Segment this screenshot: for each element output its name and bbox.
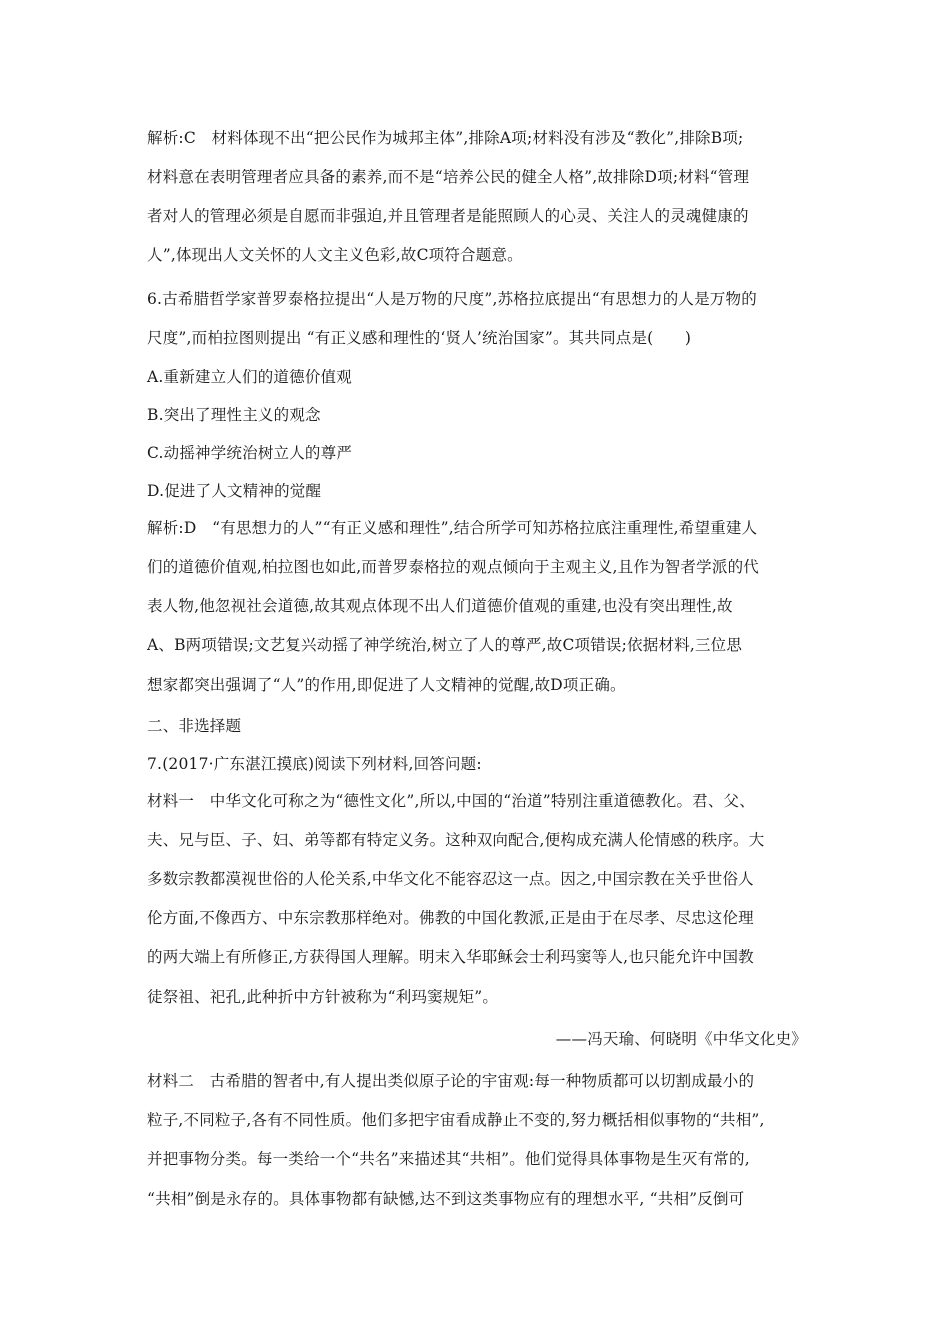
material-1-line-2: 夫、兄与臣、子、妇、弟等都有特定义务。这种双向配合,便构成充满人伦情感的秩序。大 xyxy=(147,831,765,849)
option-c: C.动摇神学统治树立人的尊严 xyxy=(147,444,353,462)
answer-5-analysis-line-2: 材料意在表明管理者应具备的素养,而不是“培养公民的健全人格”,故排除D项;材料“管理 xyxy=(147,168,750,186)
answer-5-analysis-line-3: 者对人的管理必须是自愿而非强迫,并且管理者是能照顾人的心灵、关注人的灵魂健康的 xyxy=(147,207,749,225)
material-1-line-6: 徒祭祖、祀孔,此种折中方针被称为“利玛窦规矩”。 xyxy=(147,988,499,1006)
material-1-source: ——冯天瑜、何晓明《中华文化史》 xyxy=(555,1030,807,1048)
material-1-line-1: 材料一 中华文化可称之为“德性文化”,所以,中国的“治道”特别注重道德教化。君、父、 xyxy=(147,792,755,810)
answer-6-analysis-line-2: 们的道德价值观,柏拉图也如此,而普罗泰格拉的观点倾向于主观主义,且作为智者学派的代 xyxy=(147,558,759,576)
section-heading: 二、非选择题 xyxy=(147,717,242,735)
material-1-line-5: 的两大端上有所修正,方获得国人理解。明末入华耶稣会士利玛窦等人,也只能允许中国教 xyxy=(147,948,754,966)
answer-5-analysis-line-1: 解析:C 材料体现不出“把公民作为城邦主体”,排除A项;材料没有涉及“教化”,排除B项; xyxy=(147,129,744,147)
question-7-stem: 7.(2017·广东湛江摸底)阅读下列材料,回答问题: xyxy=(147,755,482,773)
question-6-stem-line-2: 尺度”,而柏拉图则提出 “有正义感和理性的‘贤人’统治国家”。其共同点是( ) xyxy=(147,329,692,347)
answer-5-analysis-line-4: 人”,体现出人文关怀的人文主义色彩,故C项符合题意。 xyxy=(147,246,523,264)
answer-6-analysis-line-1: 解析:D “有思想力的人”“有正义感和理性”,结合所学可知苏格拉底注重理性,希望重建人 xyxy=(147,519,758,537)
option-b: B.突出了理性主义的观念 xyxy=(147,406,321,424)
question-6-stem-line-1: 6.古希腊哲学家普罗泰格拉提出“人是万物的尺度”,苏格拉底提出“有思想力的人是万物的 xyxy=(147,290,757,308)
material-1-line-4: 伦方面,不像西方、中东宗教那样绝对。佛教的中国化教派,正是由于在尽孝、尽忠这伦理 xyxy=(147,909,754,927)
material-2-line-3: 并把事物分类。每一类给一个“共名”来描述其“共相”。他们觉得具体事物是生灭有常的, xyxy=(147,1150,750,1168)
answer-6-analysis-line-4: A、B两项错误;文艺复兴动摇了神学统治,树立了人的尊严,故C项错误;依据材料,三位思 xyxy=(147,636,743,654)
material-1-line-3: 多数宗教都漠视世俗的人伦关系,中华文化不能容忍这一点。因之,中国宗教在关乎世俗人 xyxy=(147,870,754,888)
material-2-line-1: 材料二 古希腊的智者中,有人提出类似原子论的宇宙观:每一种物质都可以切割成最小的 xyxy=(147,1072,755,1090)
answer-6-analysis-line-3: 表人物,他忽视社会道德,故其观点体现不出人们道德价值观的重建,也没有突出理性,故 xyxy=(147,597,733,615)
material-2-line-2: 粒子,不同粒子,各有不同性质。他们多把宇宙看成静止不变的,努力概括相似事物的“共相”, xyxy=(147,1111,765,1129)
material-2-line-4: “共相”倒是永存的。具体事物都有缺憾,达不到这类事物应有的理想水平, “共相”反倒可 xyxy=(147,1190,745,1208)
answer-6-analysis-line-5: 想家都突出强调了“人”的作用,即促进了人文精神的觉醒,故D项正确。 xyxy=(147,676,626,694)
option-d: D.促进了人文精神的觉醒 xyxy=(147,482,322,500)
option-a: A.重新建立人们的道德价值观 xyxy=(147,368,352,386)
